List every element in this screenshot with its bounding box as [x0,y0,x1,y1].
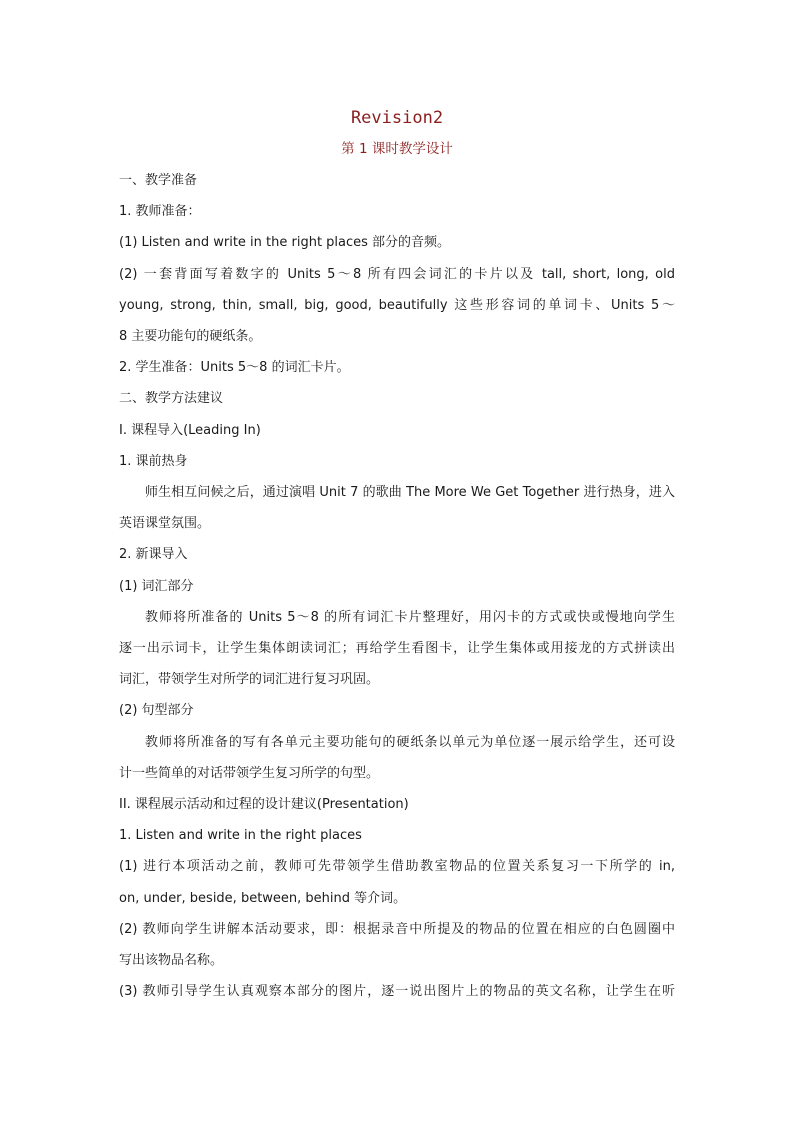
section-heading-methods: 二、教学方法建议 [119,391,224,407]
listen-item-1-line-2: on, under, beside, between, behind 等介词。 [119,890,407,906]
vocab-paragraph-line-1: 教师将所准备的 Units 5～8 的所有词汇卡片整理好，用闪卡的方式或快或慢地向学生 [145,609,675,625]
vocab-heading: (1) 词汇部分 [119,578,194,594]
warmup-paragraph-line-1: 师生相互问候之后，通过演唱 Unit 7 的歌曲 The More We Get Together 进行热身，进入 [145,485,675,501]
part-2-heading: II. 课程展示活动和过程的设计建议(Presentation) [119,797,409,813]
vocab-paragraph-line-3: 词汇，带领学生对所学的词汇进行复习巩固。 [119,672,380,688]
teacher-prep-item-2-line-1: (2) 一套背面写着数字的 Units 5～8 所有四会词汇的卡片以及 tall, short, long, old [119,266,675,282]
warmup-heading: 1. 课前热身 [119,453,188,469]
listen-heading: 1. Listen and write in the right places [119,828,362,844]
teacher-prep-item-2-line-3: 8 主要功能句的硬纸条。 [119,329,262,345]
teacher-prep-item-1: (1) Listen and write in the right places 部分的音频。 [119,235,451,251]
sentence-paragraph-line-2: 计一些简单的对话带领学生复习所学的句型。 [119,765,380,781]
sentence-paragraph-line-1: 教师将所准备的写有各单元主要功能句的硬纸条以单元为单位逐一展示给学生，还可设 [145,734,675,750]
listen-item-2-line-1: (2) 教师向学生讲解本活动要求，即：根据录音中所提及的物品的位置在相应的白色圆圈中 [119,921,675,937]
sentence-heading: (2) 句型部分 [119,703,194,719]
section-heading-preparation: 一、教学准备 [119,173,198,188]
document-title: Revision2 [350,108,444,128]
student-prep: 2. 学生准备：Units 5～8 的词汇卡片。 [119,360,350,376]
listen-item-3-line-1: (3) 教师引导学生认真观察本部分的图片，逐一说出图片上的物品的英文名称，让学生在听 [119,984,675,1000]
document-content [119,103,675,1007]
listen-item-2-line-2: 写出该物品名称。 [119,953,224,969]
vocab-paragraph-line-2: 逐一出示词卡，让学生集体朗读词汇；再给学生看图卡，让学生集体或用接龙的方式拼读出 [119,641,675,657]
teacher-prep-heading: 1. 教师准备： [119,204,201,220]
teacher-prep-item-2-line-2: young, strong, thin, small, big, good, beautifully 这些形容词的单词卡、Units 5～ [119,297,675,313]
new-lesson-heading: 2. 新课导入 [119,547,188,563]
warmup-paragraph-line-2: 英语课堂氛围。 [119,516,211,532]
listen-item-1-line-1: (1) 进行本项活动之前，教师可先带领学生借助教室物品的位置关系复习一下所学的 in, [119,859,675,875]
part-1-heading: I. 课程导入(Leading In) [119,422,261,438]
document-subtitle: 第 1 课时教学设计 [341,141,453,157]
